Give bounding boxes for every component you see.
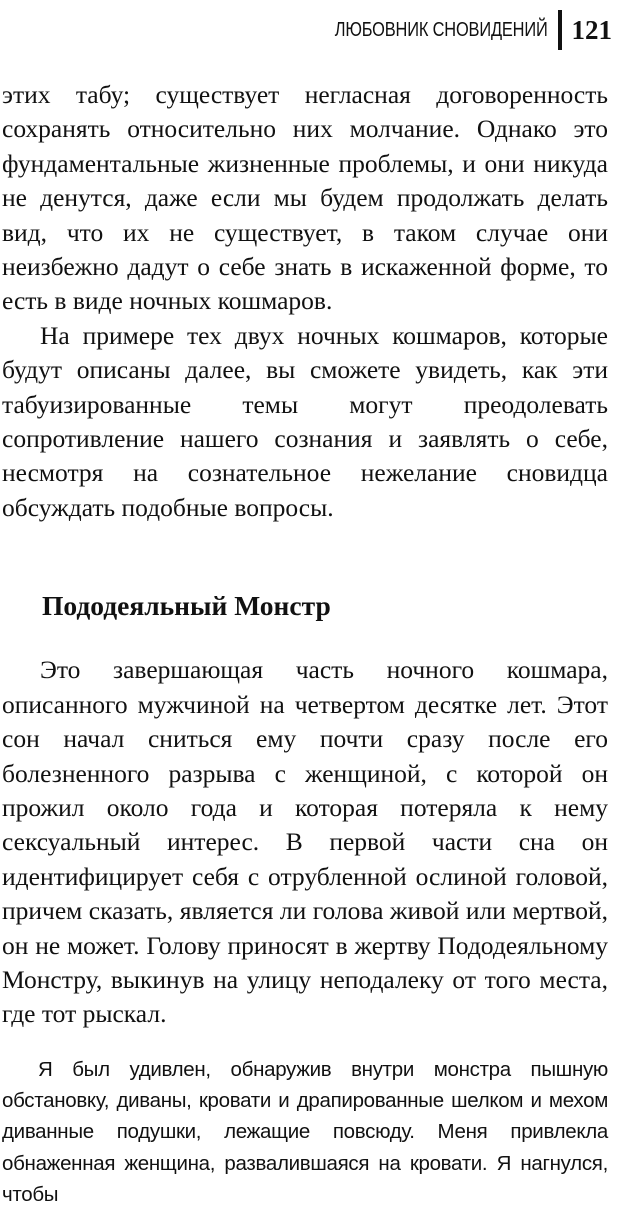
paragraph-dream-description: Это завершающая часть ночного кошмара, описанного мужчиной на четвертом десятке лет. Этот сон начал сниться ему почти сразу после его болезненного разрыва с женщиной, с которой он прожил около года и которая потеряла к нему сексуальный интерес. В первой части сна он идентифицирует себя с отрубленной ослиной головой, причем сказать, является ли голова живой или мертвой, он не может. Голову приносят в жертву Пододеяльному Монстру, выкинув на улицу неподалеку от того места, где тот рыскал.: [2, 655, 608, 1029]
running-title: ЛЮБОВНИК СНОВИДЕНИЙ: [334, 18, 548, 41]
paragraph-taboo-themes: На примере тех двух ночных кошмаров, которые будут описаны далее, вы сможете увидеть, как эти табуизированные темы могут преодолевать сопротивление нашего сознания и заявлять о себе, несмотря на сознательное нежелание сновидца обсуждать подобные вопросы.: [2, 320, 608, 522]
running-header: [288, 8, 612, 52]
paragraph-continued: этих табу; существует негласная договоренность сохранять относительно них молчание. Однако это фундаментальные жизненные проблемы, и они никуда не денутся, даже если мы будем продолжать делать вид, что их не существует, в таком случае они неизбежно дадут о себе знать в искаженной форме, то есть в виде ночных кошмаров.: [2, 80, 608, 316]
section-title: Пододеяльный Монстр: [42, 590, 331, 622]
header-divider: [558, 10, 562, 50]
page-number: 121: [571, 14, 612, 45]
page-body: [2, 78, 608, 1210]
dream-quote: Я был удивлен, обнаружив внутри монстра пышную обстановку, диваны, кровати и драпированные шелком и мехом диванные подушки, лежащие повсюду. Меня привлекла обнаженная женщина, развалившаяся на кровати. Я нагнулся, чтобы: [2, 1057, 608, 1206]
